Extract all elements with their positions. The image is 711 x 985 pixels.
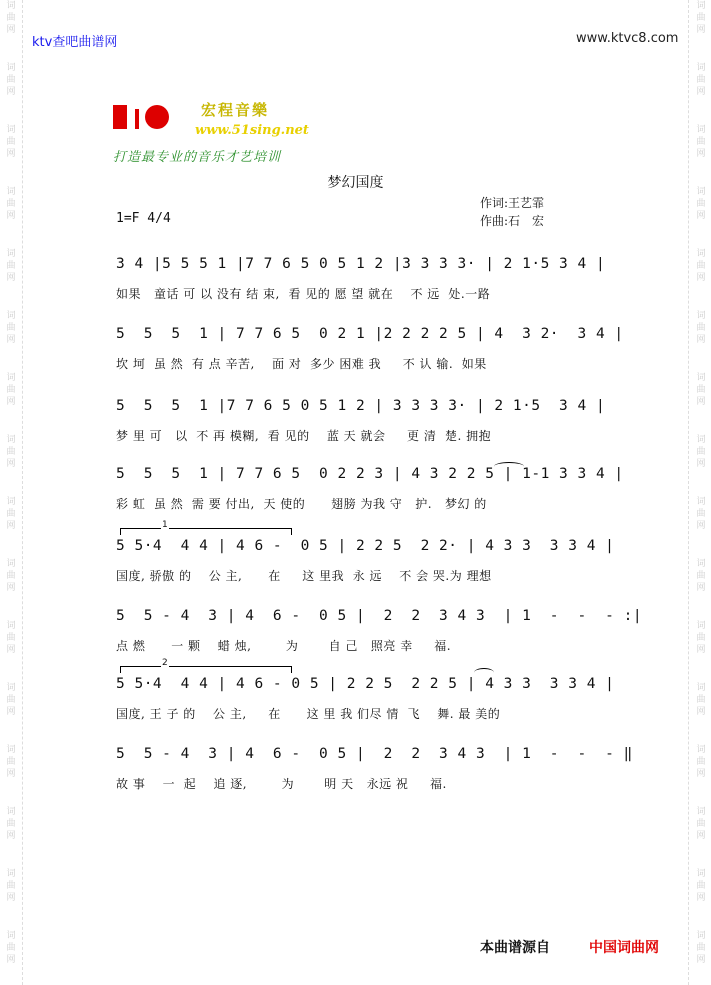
logo-red-block-icon xyxy=(113,105,127,129)
watermark-glyph-group xyxy=(2,496,20,532)
watermark-glyph: 词 xyxy=(696,621,706,631)
watermark-glyph: 网 xyxy=(6,273,16,283)
watermark-glyph: 词 xyxy=(696,869,706,879)
publisher-logo xyxy=(113,99,313,167)
watermark-glyph: 词 xyxy=(6,125,16,135)
watermark-glyph: 词 xyxy=(696,497,706,507)
watermark-glyph: 曲 xyxy=(696,943,706,953)
watermark-glyph: 网 xyxy=(6,87,16,97)
watermark-glyph: 词 xyxy=(696,125,706,135)
watermark-glyph: 网 xyxy=(696,149,706,159)
watermark-glyph: 曲 xyxy=(6,199,16,209)
header-site-right[interactable]: www.ktvc8.com xyxy=(576,31,679,46)
watermark-glyph: 网 xyxy=(696,645,706,655)
watermark-glyph: 曲 xyxy=(696,385,706,395)
watermark-glyph: 词 xyxy=(696,683,706,693)
watermark-glyph-group xyxy=(2,558,20,594)
left-dashed-rule xyxy=(22,0,23,985)
watermark-glyph: 网 xyxy=(6,955,16,965)
watermark-glyph: 网 xyxy=(696,769,706,779)
watermark-glyph: 网 xyxy=(6,459,16,469)
watermark-glyph-group xyxy=(692,930,710,966)
watermark-glyph-group xyxy=(2,620,20,656)
watermark-glyph: 网 xyxy=(696,893,706,903)
watermark-glyph: 网 xyxy=(6,769,16,779)
notation-line: 5 5 - 4 3 | 4 6 - 0 5 | 2 2 3 4 3 | 1 - - - :| xyxy=(116,608,643,624)
watermark-glyph: 网 xyxy=(696,273,706,283)
notation-line: 3 4 |5 5 5 1 |7 7 6 5 0 5 1 2 |3 3 3 3· | 2 1·5 3 4 | xyxy=(116,256,606,272)
watermark-glyph: 网 xyxy=(696,521,706,531)
volta-number: 2 xyxy=(162,658,168,668)
watermark-glyph: 曲 xyxy=(696,571,706,581)
watermark-glyph: 网 xyxy=(6,397,16,407)
watermark-glyph: 曲 xyxy=(696,199,706,209)
logo-url: www.51sing.net xyxy=(195,123,309,138)
watermark-glyph: 曲 xyxy=(696,323,706,333)
watermark-glyph: 曲 xyxy=(6,571,16,581)
watermark-glyph: 曲 xyxy=(696,819,706,829)
watermark-glyph: 词 xyxy=(696,745,706,755)
watermark-glyph: 词 xyxy=(6,745,16,755)
lyric-line: 故 事 一 起 追 逐, 为 明 天 永远 祝 福. xyxy=(116,777,447,791)
watermark-glyph-group xyxy=(692,868,710,904)
footer-source-label: 本曲谱源自 xyxy=(480,940,550,956)
watermark-glyph: 网 xyxy=(6,211,16,221)
notation-line: 5 5 5 1 | 7 7 6 5 0 2 2 3 | 4 3 2 2 5 | 1-1 3 3 4 | xyxy=(116,466,624,482)
watermark-glyph-group xyxy=(2,310,20,346)
watermark-glyph-group xyxy=(2,930,20,966)
watermark-glyph: 曲 xyxy=(696,75,706,85)
watermark-glyph: 词 xyxy=(696,807,706,817)
watermark-glyph: 曲 xyxy=(6,943,16,953)
logo-slogan: 打造最专业的音乐才艺培训 xyxy=(113,150,282,165)
watermark-glyph: 词 xyxy=(696,311,706,321)
watermark-glyph: 曲 xyxy=(6,75,16,85)
watermark-glyph: 曲 xyxy=(6,447,16,457)
watermark-glyph: 词 xyxy=(696,1,706,11)
watermark-glyph-group xyxy=(2,0,20,36)
watermark-glyph: 词 xyxy=(6,931,16,941)
watermark-glyph: 曲 xyxy=(6,13,16,23)
watermark-glyph: 曲 xyxy=(696,509,706,519)
watermark-glyph-group xyxy=(2,868,20,904)
watermark-glyph: 曲 xyxy=(696,633,706,643)
watermark-glyph: 网 xyxy=(696,583,706,593)
watermark-glyph: 网 xyxy=(696,87,706,97)
logo-name: 宏程音樂 xyxy=(201,101,270,119)
watermark-glyph-group xyxy=(2,372,20,408)
watermark-glyph-group xyxy=(2,124,20,160)
watermark-glyph: 词 xyxy=(6,621,16,631)
watermark-glyph-group xyxy=(2,248,20,284)
watermark-glyph: 网 xyxy=(696,397,706,407)
watermark-glyph: 词 xyxy=(6,807,16,817)
watermark-glyph-group xyxy=(692,0,710,36)
header-site-left[interactable]: ktv查吧曲谱网 xyxy=(32,35,118,50)
watermark-glyph: 曲 xyxy=(6,757,16,767)
watermark-glyph: 网 xyxy=(6,521,16,531)
watermark-glyph: 词 xyxy=(696,187,706,197)
watermark-glyph: 网 xyxy=(696,831,706,841)
watermark-glyph: 词 xyxy=(6,559,16,569)
watermark-glyph: 曲 xyxy=(6,881,16,891)
watermark-glyph: 词 xyxy=(6,63,16,73)
watermark-glyph: 曲 xyxy=(696,261,706,271)
lyric-line: 国度, 王 子 的 公 主, 在 这 里 我 们尽 情 飞 舞. 最 美的 xyxy=(116,707,501,721)
watermark-glyph-group xyxy=(692,620,710,656)
notation-line: 5 5·4 4 4 | 4 6 - 0 5 | 2 2 5 2 2· | 4 3 3 3 3 4 | xyxy=(116,538,615,554)
watermark-glyph: 词 xyxy=(6,187,16,197)
watermark-glyph-group xyxy=(692,124,710,160)
watermark-glyph-group xyxy=(692,806,710,842)
lyric-line: 梦 里 可 以 不 再 模糊, 看 见的 蓝 天 就会 更 清 楚. 拥抱 xyxy=(116,429,492,443)
lyric-line: 点 燃 一 颗 蜡 烛, 为 自 己 照亮 幸 福. xyxy=(116,639,452,653)
watermark-glyph-group xyxy=(2,682,20,718)
watermark-glyph-group xyxy=(2,744,20,780)
watermark-glyph: 曲 xyxy=(6,323,16,333)
watermark-glyph: 曲 xyxy=(6,819,16,829)
watermark-glyph-group xyxy=(692,744,710,780)
watermark-glyph: 网 xyxy=(6,707,16,717)
key-signature: 1=F 4/4 xyxy=(116,211,171,226)
lyricist-credit: 作词:王艺霏 xyxy=(480,196,545,210)
watermark-glyph: 网 xyxy=(696,335,706,345)
watermark-glyph: 网 xyxy=(696,211,706,221)
watermark-glyph: 网 xyxy=(696,707,706,717)
watermark-glyph: 曲 xyxy=(6,261,16,271)
volta-bracket-2 xyxy=(120,658,292,673)
volta-bracket-1 xyxy=(120,520,292,535)
footer-source-brand[interactable]: 中国词曲网 xyxy=(589,940,659,956)
watermark-glyph-group xyxy=(692,496,710,532)
watermark-glyph: 曲 xyxy=(6,509,16,519)
watermark-glyph: 词 xyxy=(6,869,16,879)
watermark-glyph-group xyxy=(692,310,710,346)
watermark-glyph: 网 xyxy=(696,25,706,35)
watermark-glyph: 曲 xyxy=(6,137,16,147)
watermark-glyph: 网 xyxy=(6,645,16,655)
watermark-glyph-group xyxy=(692,62,710,98)
lyric-line: 如果 童话 可 以 没有 结 束, 看 见的 愿 望 就在 不 远 处.一路 xyxy=(116,287,491,301)
watermark-glyph: 曲 xyxy=(6,633,16,643)
watermark-glyph: 词 xyxy=(6,373,16,383)
watermark-glyph-group xyxy=(692,248,710,284)
watermark-glyph: 词 xyxy=(696,931,706,941)
watermark-glyph: 曲 xyxy=(696,757,706,767)
notation-line: 5 5 5 1 | 7 7 6 5 0 2 1 |2 2 2 2 5 | 4 3 2· 3 4 | xyxy=(116,326,624,342)
logo-red-disc-icon xyxy=(145,105,169,129)
watermark-glyph-group xyxy=(692,558,710,594)
watermark-glyph-group xyxy=(2,806,20,842)
watermark-glyph: 曲 xyxy=(6,695,16,705)
watermark-glyph: 词 xyxy=(6,1,16,11)
notation-line: 5 5 - 4 3 | 4 6 - 0 5 | 2 2 3 4 3 | 1 - - - ‖ xyxy=(116,746,633,762)
watermark-glyph: 曲 xyxy=(696,13,706,23)
watermark-glyph: 曲 xyxy=(6,385,16,395)
watermark-glyph: 曲 xyxy=(696,881,706,891)
watermark-glyph-group xyxy=(692,682,710,718)
composer-credit: 作曲:石 宏 xyxy=(480,214,545,228)
notation-line: 5 5 5 1 |7 7 6 5 0 5 1 2 | 3 3 3 3· | 2 1·5 3 4 | xyxy=(116,398,606,414)
watermark-glyph: 网 xyxy=(6,831,16,841)
lyric-line: 彩 虹 虽 然 需 要 付出, 天 使的 翅膀 为我 守 护. 梦幻 的 xyxy=(116,497,487,511)
watermark-glyph: 词 xyxy=(6,683,16,693)
notation-line: 5 5·4 4 4 | 4 6 - 0 5 | 2 2 5 2 2 5 | 4 3 3 3 3 4 | xyxy=(116,676,615,692)
watermark-glyph: 网 xyxy=(696,459,706,469)
right-watermark-column xyxy=(692,0,710,985)
song-title: 梦幻国度 xyxy=(327,175,384,191)
lyric-line: 国度, 骄傲 的 公 主, 在 这 里我 永 远 不 会 哭.为 理想 xyxy=(116,569,492,583)
watermark-glyph: 网 xyxy=(696,955,706,965)
watermark-glyph-group xyxy=(2,434,20,470)
watermark-glyph: 曲 xyxy=(696,695,706,705)
watermark-glyph: 曲 xyxy=(696,447,706,457)
watermark-glyph: 网 xyxy=(6,583,16,593)
volta-number: 1 xyxy=(162,520,168,530)
watermark-glyph: 网 xyxy=(6,335,16,345)
lyric-line: 坎 坷 虽 然 有 点 辛苦, 面 对 多少 困难 我 不 认 输. 如果 xyxy=(116,357,487,371)
left-watermark-column xyxy=(2,0,20,985)
watermark-glyph-group xyxy=(2,62,20,98)
logo-red-bar-icon xyxy=(135,109,139,129)
watermark-glyph: 词 xyxy=(696,249,706,259)
watermark-glyph-group xyxy=(692,372,710,408)
watermark-glyph: 词 xyxy=(696,435,706,445)
watermark-glyph: 网 xyxy=(6,893,16,903)
watermark-glyph: 词 xyxy=(6,249,16,259)
watermark-glyph: 网 xyxy=(6,149,16,159)
right-dashed-rule xyxy=(688,0,689,985)
watermark-glyph: 词 xyxy=(6,497,16,507)
watermark-glyph: 网 xyxy=(6,25,16,35)
watermark-glyph: 词 xyxy=(6,311,16,321)
watermark-glyph: 词 xyxy=(696,373,706,383)
watermark-glyph-group xyxy=(692,434,710,470)
watermark-glyph: 词 xyxy=(696,63,706,73)
watermark-glyph: 词 xyxy=(696,559,706,569)
watermark-glyph: 词 xyxy=(6,435,16,445)
watermark-glyph: 曲 xyxy=(696,137,706,147)
